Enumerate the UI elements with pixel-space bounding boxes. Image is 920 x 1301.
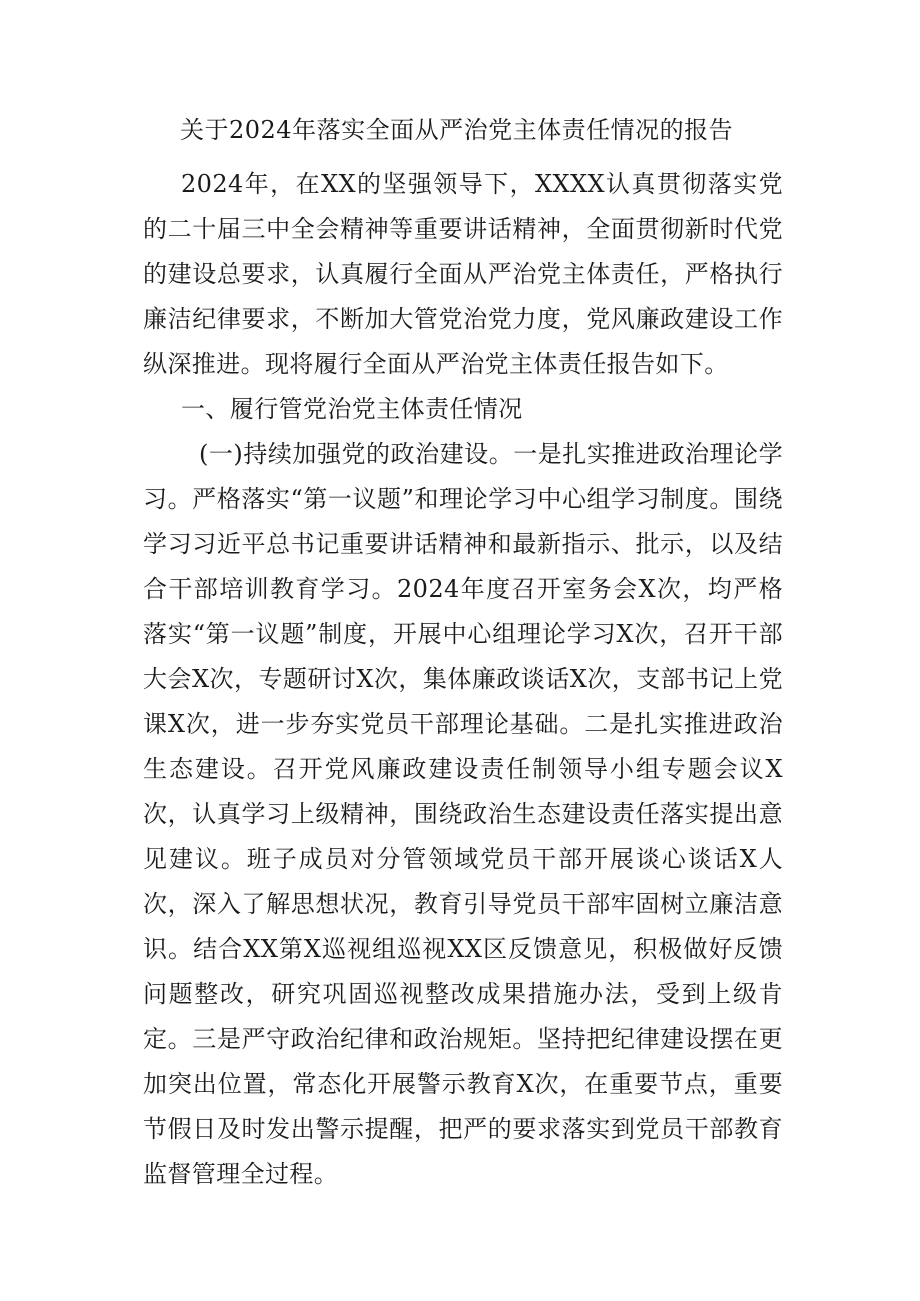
section-heading: 一、履行管党治党主体责任情况: [181, 395, 523, 423]
section-paragraph: (一)持续加强党的政治建设。一是扎实推进政治理论学习。严格落实“第一议题”和理论学习中心组学习制度。围绕学习习近平总书记重要讲话精神和最新指示、批示，以及结合干部培训教育学习。2024年度召开室务会X次，均严格落实“第一议题”制度，开展中心组理论学习X次，召开干部大会X次，专题研讨X次，集体廉政谈话X次，支部书记上党课X次，进一步夯实党员干部理论基础。二是扎实推进政治生态建设。召开党风廉政建设责任制领导小组专题会议X次，认真学习上级精神，围绕政治生态建设责任落实提出意见建议。班子成员对分管领域党员干部开展谈心谈话X人次，深入了解思想状况，教育引导党员干部牢固树立廉洁意识。结合XX第X巡视组巡视XX区反馈意见，积极做好反馈问题整改，研究巩固巡视整改成果措施办法，受到上级肯定。三是严守政治纪律和政治规矩。坚持把纪律建设摆在更加突出位置，常态化开展警示教育X次，在重要节点，重要节假日及时发出警示提醒，把严的要求落实到党员干部教育监督管理全过程。: [143, 440, 783, 1188]
document-title: 关于2024年落实全面从严治党主体责任情况的报告: [180, 116, 734, 144]
document-body: [143, 162, 783, 1197]
intro-paragraph: 2024年，在XX的坚强领导下，XXXX认真贯彻落实党的二十届三中全会精神等重要讲话精神，全面贯彻新时代党的建设总要求，认真履行全面从严治党主体责任，严格执行廉洁纪律要求，不断加大管党治党力度，党风廉政建设工作纵深推进。现将履行全面从严治党主体责任报告如下。: [143, 170, 783, 378]
